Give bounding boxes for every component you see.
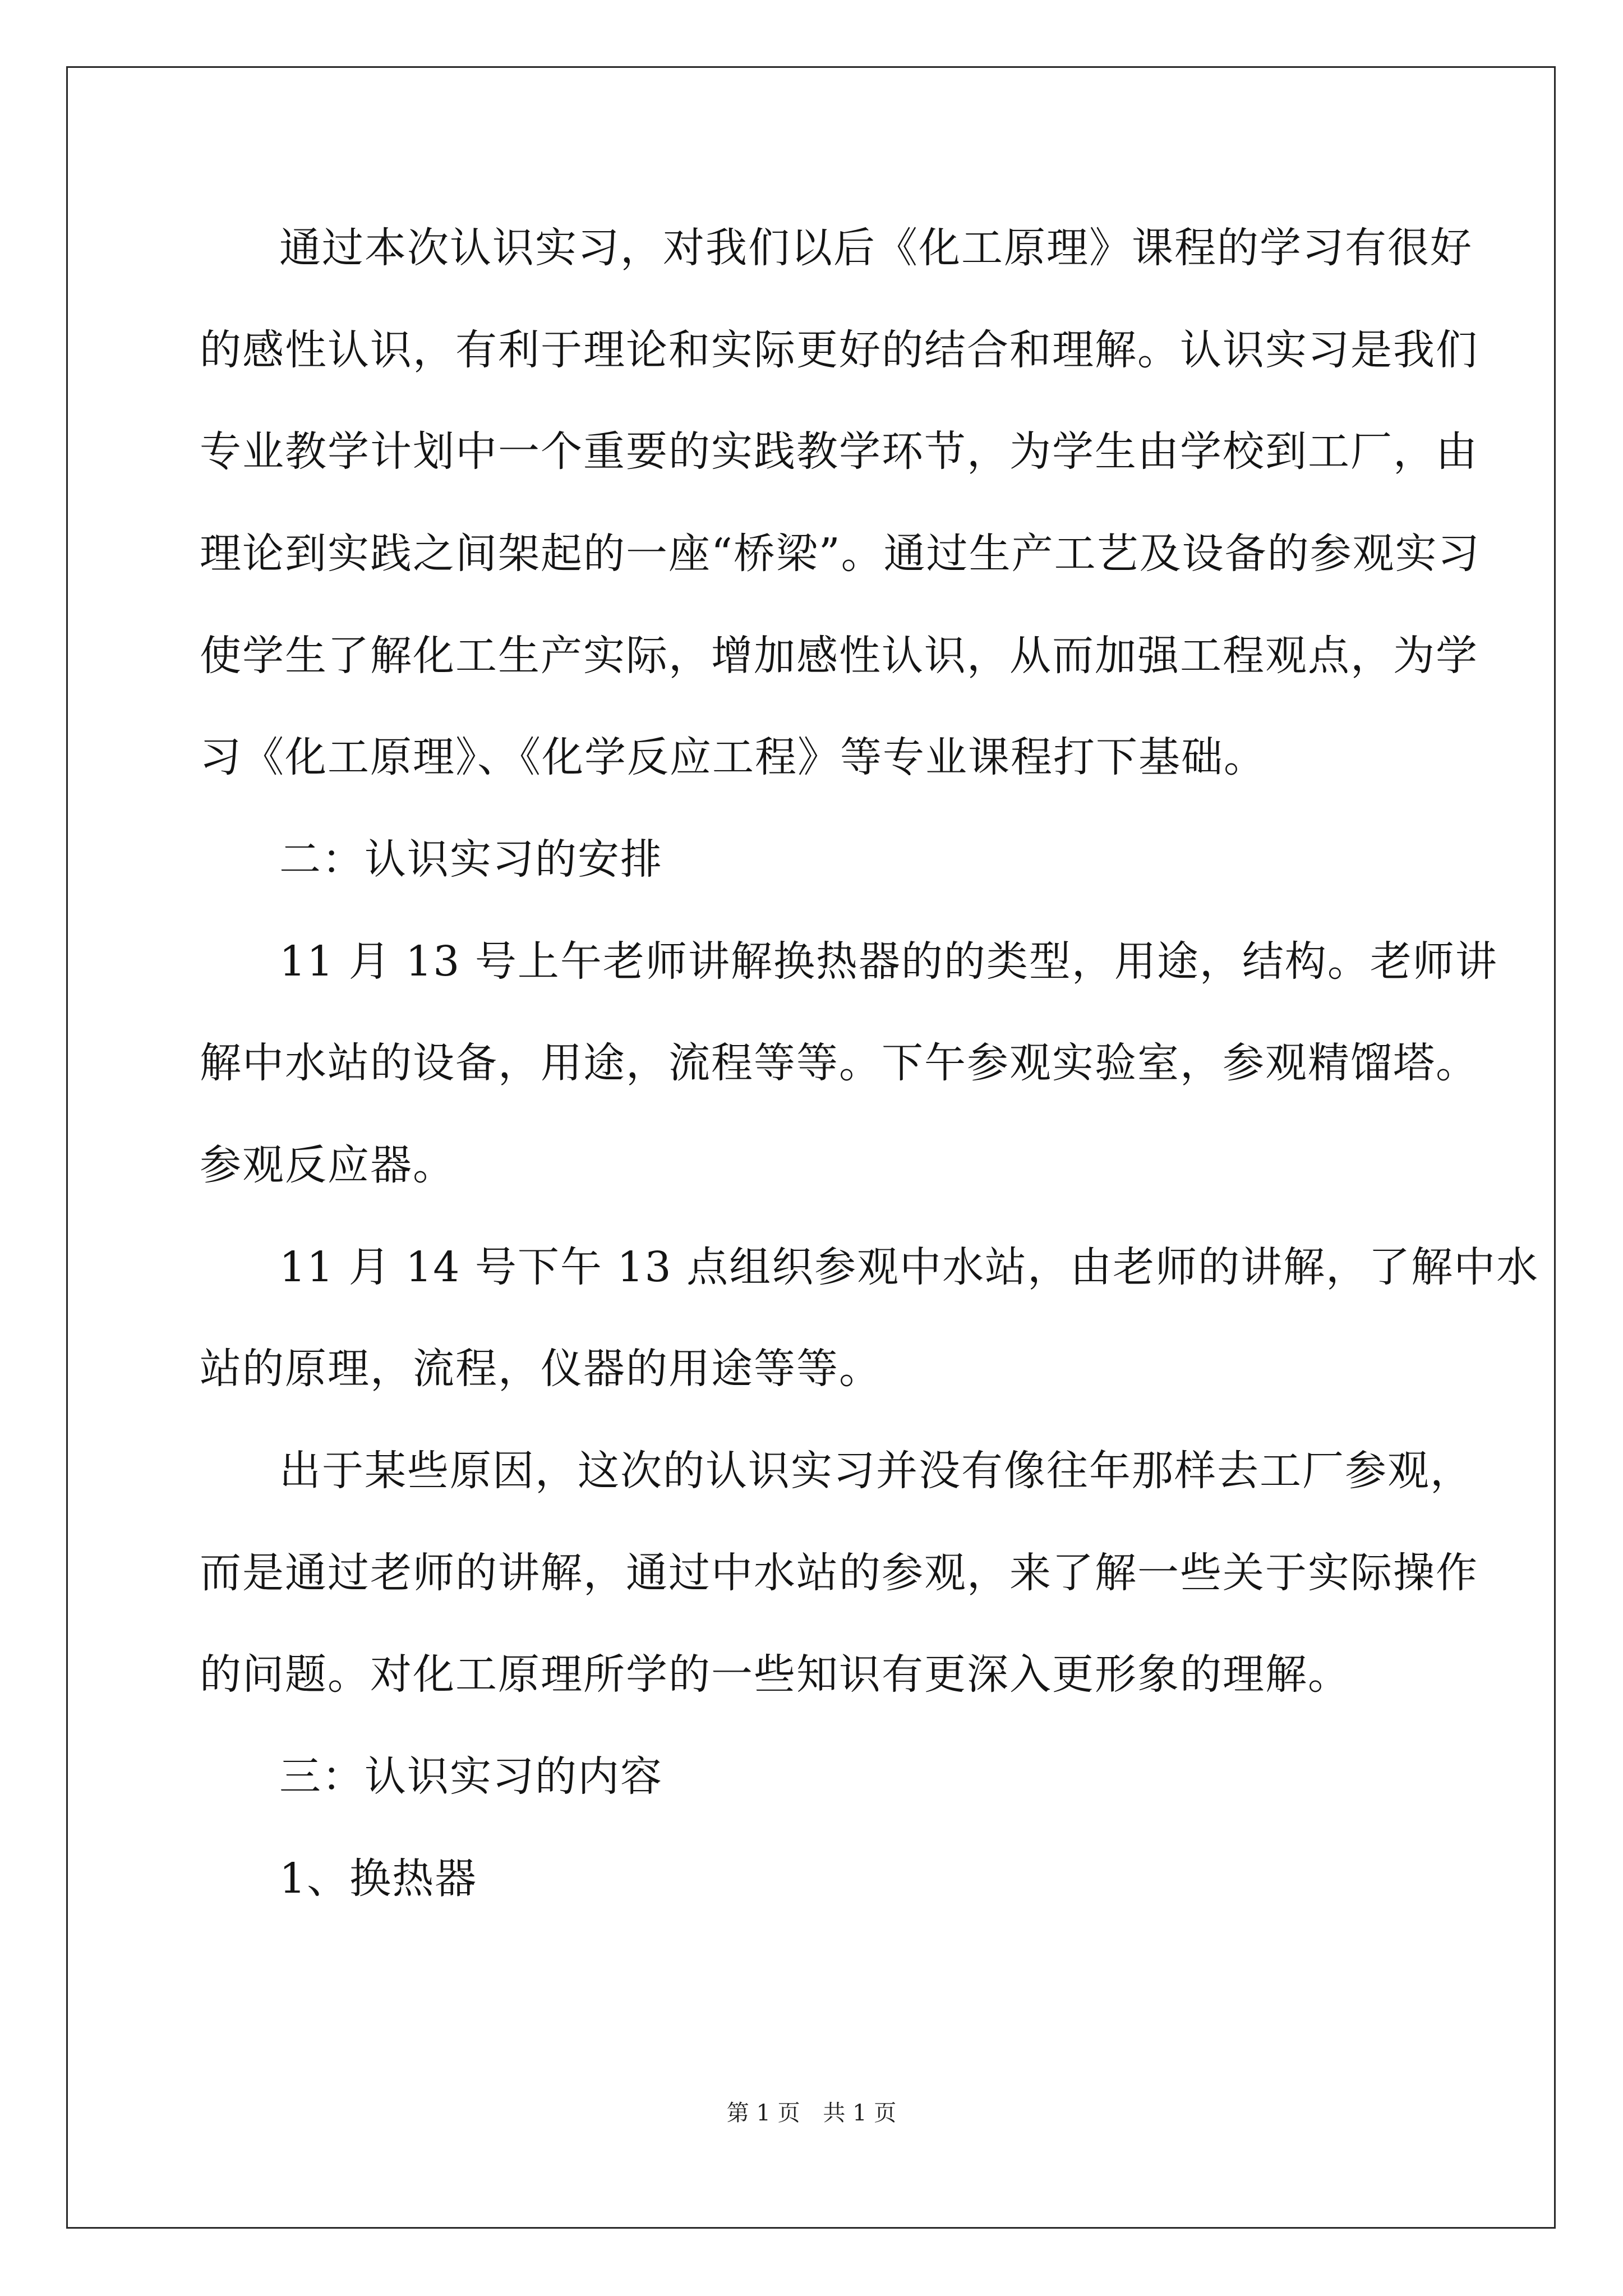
paragraph-line: 的问题。对化工原理所学的一些知识有更深入更形象的理解。 xyxy=(200,1650,1350,1699)
paragraph-line: 专业教学计划中一个重要的实践教学环节，为学生由学校到工厂，由 xyxy=(200,427,1478,476)
list-item-heading: 1、换热器 xyxy=(279,1855,478,1903)
paragraph-line: 站的原理，流程，仪器的用途等等。 xyxy=(200,1345,882,1393)
paragraph-line: 理论到实践之间架起的一座“桥梁”。通过生产工艺及设备的参观实习 xyxy=(200,530,1481,578)
paragraph-line: 而是通过老师的讲解，通过中水站的参观，来了解一些关于实际操作 xyxy=(200,1549,1478,1597)
paragraph-line: 11 月 13 号上午老师讲解换热器的的类型，用途，结构。老师讲 xyxy=(279,937,1498,986)
paragraph-line: 解中水站的设备，用途，流程等等。下午参观实验室，参观精馏塔。 xyxy=(200,1039,1478,1087)
paragraph-line: 出于某些原因，这次的认识实习并没有像往年那样去工厂参观， xyxy=(279,1447,1473,1495)
page-footer xyxy=(0,2095,1623,2127)
paragraph-line: 参观反应器。 xyxy=(200,1141,455,1189)
paragraph-line: 通过本次认识实习，对我们以后《化工原理》课程的学习有很好 xyxy=(279,224,1473,272)
paragraph-line: 使学生了解化工生产实际，增加感性认识，从而加强工程观点，为学 xyxy=(200,632,1478,680)
paragraph-line: 11 月 14 号下午 13 点组织参观中水站，由老师的讲解，了解中水 xyxy=(279,1243,1539,1291)
page-total: 共 1 页 xyxy=(823,2100,897,2126)
section-heading: 二：认识实习的安排 xyxy=(279,835,663,884)
paragraph-line: 的感性认识，有利于理论和实际更好的结合和理解。认识实习是我们 xyxy=(200,326,1478,374)
page-number: 第 1 页 xyxy=(726,2100,800,2126)
section-heading: 三：认识实习的内容 xyxy=(279,1752,663,1801)
paragraph-line: 习《化工原理》、《化学反应工程》等专业课程打下基础。 xyxy=(200,733,1266,781)
